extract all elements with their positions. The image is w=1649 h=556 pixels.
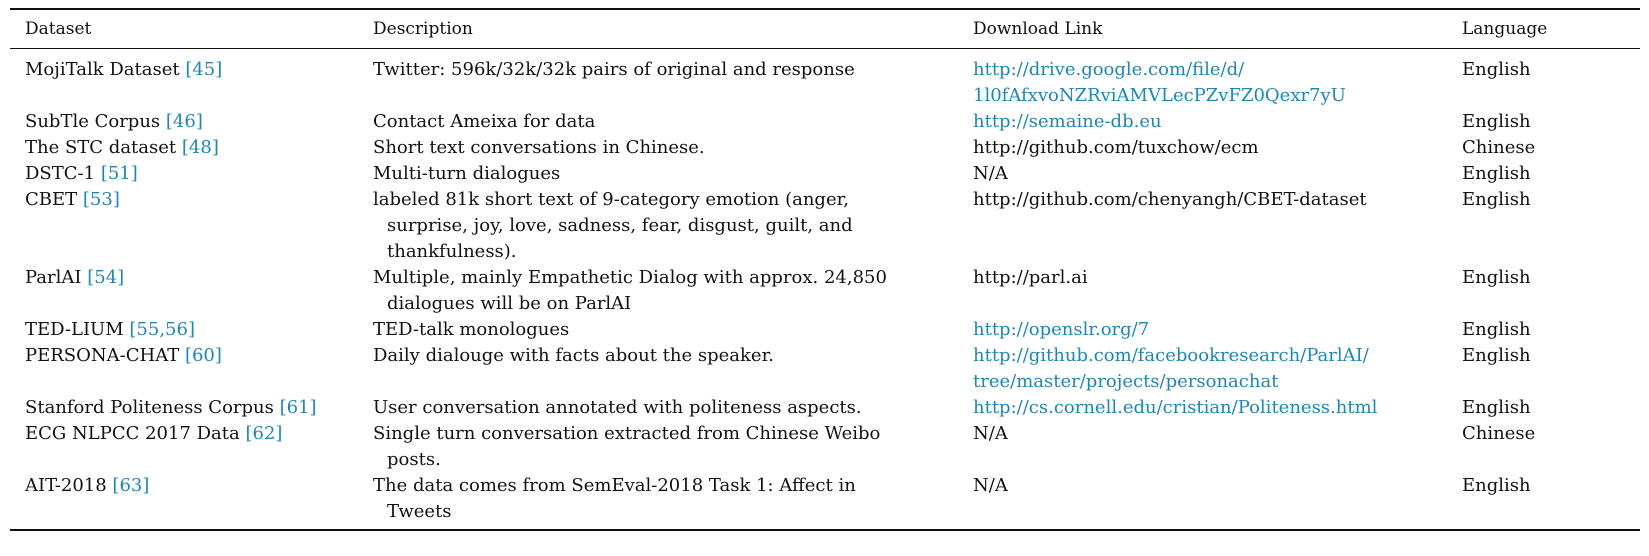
dataset-name: ECG NLPCC 2017 Data (25, 423, 240, 444)
download-link[interactable]: http://cs.cornell.edu/cristian/Politeness.html (973, 397, 1378, 418)
link-cell (973, 265, 1462, 317)
description-cell (373, 473, 973, 530)
dataset-name: MojiTalk Dataset (25, 59, 180, 80)
link-cell (973, 395, 1462, 421)
dataset-cell (10, 395, 373, 421)
citation-link[interactable]: [46] (165, 111, 203, 132)
dataset-cell (10, 421, 373, 473)
header-language: Language (1462, 19, 1548, 39)
dataset-name: CBET (25, 189, 78, 210)
download-link[interactable]: http://semaine-db.eu (973, 111, 1162, 132)
description-cell (373, 49, 973, 110)
dataset-cell (10, 161, 373, 187)
description-cell (373, 395, 973, 421)
datasets-table (10, 8, 1640, 531)
language-cell: English (1462, 397, 1531, 418)
dataset-name: DSTC-1 (25, 163, 96, 184)
link-cell (973, 317, 1462, 343)
citation-link[interactable]: [53] (82, 189, 120, 210)
description-text: Contact Ameixa for data (373, 111, 596, 132)
citation-link[interactable]: [60] (184, 345, 222, 366)
language-cell: English (1462, 189, 1531, 210)
description-text: The data comes from SemEval-2018 Task 1: Affect in Tweets (373, 475, 856, 522)
table-row (10, 161, 1640, 187)
table-row (10, 343, 1640, 395)
description-cell (373, 421, 973, 473)
table-row (10, 109, 1640, 135)
description-cell (373, 161, 973, 187)
link-cell (973, 187, 1462, 265)
header-row (10, 9, 1640, 49)
language-cell: English (1462, 59, 1531, 80)
description-text: Short text conversations in Chinese. (373, 137, 705, 158)
link-cell (973, 421, 1462, 473)
table-row (10, 135, 1640, 161)
dataset-cell (10, 473, 373, 530)
download-link[interactable]: http://drive.google.com/file/d/ (973, 59, 1245, 80)
download-text: N/A (973, 475, 1008, 496)
description-cell (373, 135, 973, 161)
citation-link[interactable]: [45] (185, 59, 223, 80)
citation-link[interactable]: [63] (112, 475, 150, 496)
download-text: N/A (973, 163, 1008, 184)
language-cell: English (1462, 319, 1531, 340)
download-link[interactable]: http://github.com/facebookresearch/ParlAI/ (973, 345, 1369, 366)
dataset-cell (10, 109, 373, 135)
description-cell (373, 187, 973, 265)
dataset-cell (10, 265, 373, 317)
table-row (10, 265, 1640, 317)
link-cell (973, 109, 1462, 135)
dataset-name: ParlAI (25, 267, 88, 288)
citation-link[interactable]: [55,56] (129, 319, 195, 340)
description-text: User conversation annotated with politeness aspects. (373, 397, 862, 418)
description-text: Daily dialouge with facts about the speaker. (373, 345, 774, 366)
description-text: labeled 81k short text of 9-category emotion (anger, surprise, joy, love, sadness, fear, disgust, guilt, and thankfulness). (373, 189, 853, 262)
language-cell: Chinese (1462, 137, 1536, 158)
description-cell (373, 317, 973, 343)
header-description: Description (373, 19, 473, 39)
dataset-cell (10, 343, 373, 395)
description-text: Twitter: 596k/32k/32k pairs of original and response (373, 59, 855, 80)
language-cell: English (1462, 163, 1531, 184)
description-text: Multi-turn dialogues (373, 163, 561, 184)
description-text: TED-talk monologues (373, 319, 570, 340)
dataset-name: The STC dataset (25, 137, 177, 158)
table-row (10, 395, 1640, 421)
link-cell (973, 49, 1462, 110)
download-text: http://parl.ai (973, 267, 1088, 288)
download-text: http://github.com/tuxchow/ecm (973, 137, 1259, 158)
citation-link[interactable]: [54] (87, 267, 125, 288)
table-row (10, 187, 1640, 265)
language-cell: English (1462, 475, 1531, 496)
description-text: Single turn conversation extracted from Chinese Weibo posts. (373, 423, 881, 470)
dataset-cell (10, 187, 373, 265)
language-cell: English (1462, 111, 1531, 132)
dataset-name: AIT-2018 (25, 475, 107, 496)
dataset-name: Stanford Politeness Corpus (25, 397, 274, 418)
description-cell (373, 109, 973, 135)
citation-link[interactable]: [62] (245, 423, 283, 444)
download-text: N/A (973, 423, 1008, 444)
language-cell: English (1462, 345, 1531, 366)
download-link[interactable]: tree/master/projects/personachat (973, 371, 1279, 392)
language-cell: English (1462, 267, 1531, 288)
table-row (10, 421, 1640, 473)
description-text: Multiple, mainly Empathetic Dialog with approx. 24,850 dialogues will be on ParlAI (373, 267, 887, 314)
dataset-cell (10, 49, 373, 110)
citation-link[interactable]: [51] (100, 163, 138, 184)
table-row (10, 317, 1640, 343)
citation-link[interactable]: [61] (279, 397, 317, 418)
dataset-name: PERSONA-CHAT (25, 345, 180, 366)
link-cell (973, 473, 1462, 530)
header-download-link: Download Link (973, 19, 1103, 39)
link-cell (973, 135, 1462, 161)
download-link[interactable]: http://openslr.org/7 (973, 319, 1150, 340)
dataset-name: SubTle Corpus (25, 111, 161, 132)
dataset-cell (10, 135, 373, 161)
language-cell: Chinese (1462, 423, 1536, 444)
download-text: http://github.com/chenyangh/CBET-dataset (973, 189, 1367, 210)
citation-link[interactable]: [48] (181, 137, 219, 158)
link-cell (973, 161, 1462, 187)
table-row (10, 473, 1640, 530)
description-cell (373, 343, 973, 395)
description-cell (373, 265, 973, 317)
link-cell (973, 343, 1462, 395)
download-link[interactable]: 1l0fAfxvoNZRviAMVLecPZvFZ0Qexr7yU (973, 85, 1346, 106)
header-dataset: Dataset (25, 19, 92, 39)
table-row (10, 49, 1640, 110)
dataset-cell (10, 317, 373, 343)
dataset-name: TED-LIUM (25, 319, 124, 340)
